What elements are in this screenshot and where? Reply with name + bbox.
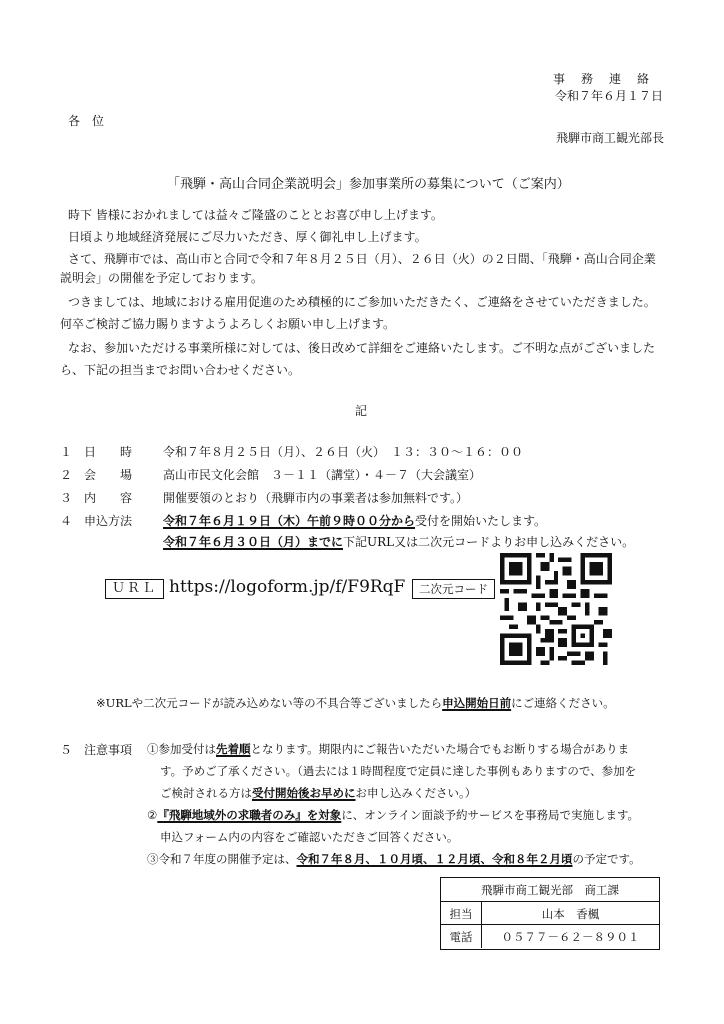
notes-label: ５ 注意事項 [60,743,133,757]
body-line: 説明会」の開催を予定しております。 [60,271,264,285]
apply-end-date: 令和７年６月３０日（月）までに [163,535,344,549]
item-datetime-label: １ 日 時 [60,445,133,459]
sender: 飛騨市商工観光部長 [556,131,665,145]
body-line: 何卒ご検討ご協力賜りますようよろしくお願い申し上げます。 [60,317,396,331]
note-1-c: となります。期限内にご報告いただいた場合でもお断りする場合がありま [250,742,630,756]
ki-heading: 記 [355,404,368,418]
note-3-a: ③令和７年度の開催予定は、 [147,852,297,866]
contact-phone-label: 電話 [441,925,482,948]
note-1-e: ご検討される方は [160,786,252,800]
note-2-line-2: 申込フォーム内の内容をご確認いただきご回答ください。 [160,830,459,844]
contact-phone-row [441,924,659,948]
item-apply-end [163,533,634,550]
application-url-link[interactable]: https://logoform.jp/f/F9RqF [169,577,406,597]
note-3 [147,851,641,867]
note-2-target: 『飛騨地域外の求職者のみ』を対象 [157,808,342,822]
body-line: 日頃より地域経済発展にご尽力いただき、厚く御礼申し上げます。 [68,230,427,244]
page-title: 「飛騨・高山合同企業説明会」参加事業所の募集について（ご案内） [167,177,570,192]
note-2-a: ② [147,808,158,822]
body-line: 時下 皆様におかれましては益々ご隆盛のこととお喜び申し上げます。 [68,208,443,222]
body-line: ら、下記の担当までお問い合わせください。 [60,363,301,377]
apply-start-rest: 受付を開始いたします。 [415,514,547,528]
item-venue-label: ２ 会 場 [60,468,133,482]
url-label: ＵＲＬ [105,579,164,599]
note-1-line-3 [160,785,476,801]
contact-dept-row [441,878,659,901]
note-1-early: 受付開始後お早めに [252,786,356,800]
contact-phone: ０５７７－６２－８９０１ [501,929,640,944]
note-1-a: ①参加受付は [147,742,216,756]
body-line: つきましては、地域における雇用促進のため積極的にご参加いただきたく、ご連絡をさせていただきました。 [68,295,656,309]
body-text [60,206,680,386]
item-apply-start [163,512,546,529]
contact-table [440,877,660,950]
notice-text [96,695,615,711]
doc-type: 事 務 連 絡 [553,72,652,86]
note-1-g: お申し込みください。） [355,786,477,800]
apply-end-rest: 下記URL又は二次元コードよりお申し込みください。 [343,535,635,549]
item-datetime-value: 令和７年８月２５日（月）、２６日（火） １３：３０～１６：００ [163,445,524,459]
qr-code-icon[interactable] [500,553,612,665]
note-3-schedule: 令和７年８月、１０月頃、１２月頃、令和８年２月頃 [296,852,573,866]
notice-emphasis: 申込開始日前 [442,696,512,710]
contact-person-label: 担当 [441,902,482,925]
item-content-label: ３ 内 容 [60,491,133,505]
contact-dept: 飛騨市商工観光部 商工課 [481,882,619,897]
note-3-c: の予定です。 [572,852,641,866]
item-venue-value: 高山市民文化会館 ３－１１（講堂）・４－７（大会議室） [163,468,482,482]
note-1-line-2: す。予めご了承ください。（過去には１時間程度で定員に達した事例もありますので、参加を [160,764,637,778]
note-2-line-1 [147,807,639,823]
apply-start-date: 令和７年６月１９日（木）午前９時００分から [163,514,416,528]
recipient: 各 位 [68,114,105,128]
item-apply-label: ４ 申込方法 [60,514,133,528]
body-line: さて、飛騨市では、高山市と合同で令和７年８月２５日（月）、２６日（火）の２日間、「飛騨・高山合同企業 [68,252,656,266]
note-1-line-1 [147,741,629,757]
body-line: なお、参加いただける事業所様に対しては、後日改めて詳細をご連絡いたします。ご不明な点がございました [68,341,656,355]
doc-date: 令和７年６月１７日 [555,89,664,103]
notice-prefix: ※URLや二次元コードが読み込めない等の不具合等ございましたら [96,696,443,710]
contact-person: 山本 香楓 [541,906,600,921]
item-content-value: 開催要領のとおり（飛騨市内の事業者は参加無料です。） [163,491,469,505]
note-1-first-come: 先着順 [216,742,251,756]
contact-person-row [441,901,659,925]
qr-code-label: 二次元コード [412,579,495,599]
note-2-c: に、オンライン面談予約サービスを事務局で実施します。 [341,808,640,822]
notice-suffix: にご連絡ください。 [511,696,615,710]
